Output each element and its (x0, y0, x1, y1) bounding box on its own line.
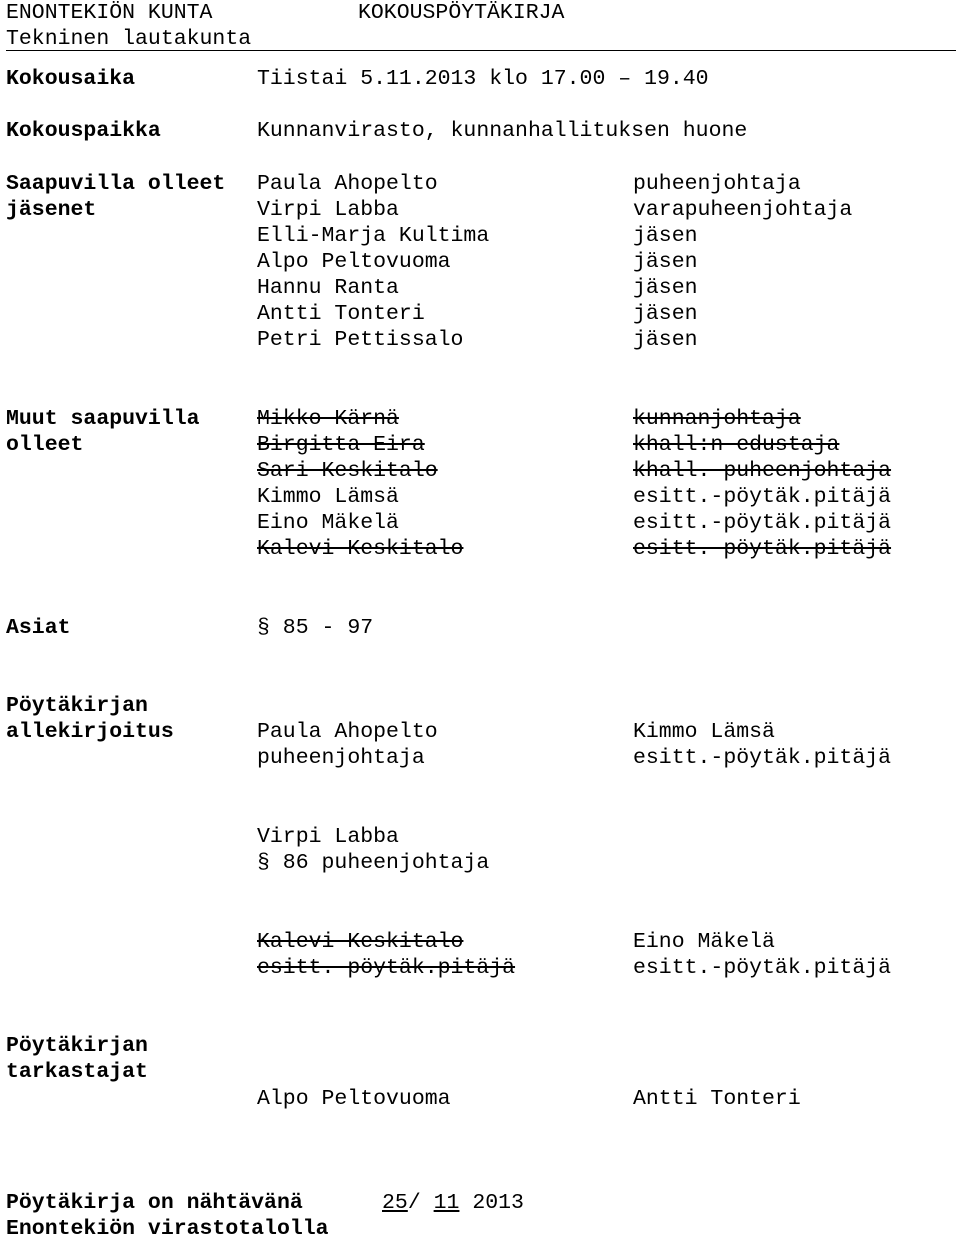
display-month: 11 (433, 1191, 460, 1215)
other-role: esitt.-pöytäk.pitäjä (633, 511, 892, 535)
document-type: KOKOUSPÖYTÄKIRJA (358, 1, 565, 25)
member-name: Paula Ahopelto (257, 172, 438, 196)
signatures-label-cont: allekirjoitus (6, 720, 174, 744)
other-name: Sari Keskitalo (257, 459, 438, 483)
display-label: Pöytäkirja on nähtävänä (6, 1191, 303, 1215)
org-name: ENONTEKIÖN KUNTA (6, 1, 213, 25)
member-role: jäsen (633, 276, 698, 300)
signer-role: § 86 puheenjohtaja (257, 851, 490, 875)
meeting-time-value: Tiistai 5.11.2013 klo 17.00 – 19.40 (257, 67, 709, 91)
member-name: Hannu Ranta (257, 276, 399, 300)
other-name: Birgitta Eira (257, 433, 425, 457)
matters-label: Asiat (6, 616, 71, 640)
member-name: Petri Pettissalo (257, 328, 464, 352)
others-label-cont: olleet (6, 433, 84, 457)
signer-name: Paula Ahopelto (257, 720, 438, 744)
inspectors-label-cont: tarkastajat (6, 1060, 148, 1084)
matters-value: § 85 - 97 (257, 616, 374, 640)
member-role: puheenjohtaja (633, 172, 801, 196)
inspectors-label: Pöytäkirjan (6, 1034, 148, 1058)
board-name: Tekninen lautakunta (6, 27, 252, 51)
member-role: jäsen (633, 302, 698, 326)
other-role: khall. puheenjohtaja (633, 459, 892, 483)
meeting-place-label: Kokouspaikka (6, 119, 161, 143)
signer-name: Kimmo Lämsä (633, 720, 775, 744)
signer-name: Eino Mäkelä (633, 930, 775, 954)
inspector-name: Antti Tonteri (633, 1087, 801, 1111)
other-role: esitt.-pöytäk.pitäjä (633, 537, 892, 561)
other-role: esitt.-pöytäk.pitäjä (633, 485, 892, 509)
member-role: jäsen (633, 250, 698, 274)
other-name: Kalevi Keskitalo (257, 537, 464, 561)
header-divider (6, 50, 956, 51)
display-label-cont: Enontekiön virastotalolla (6, 1217, 329, 1241)
others-label: Muut saapuvilla (6, 407, 200, 431)
other-name: Kimmo Lämsä (257, 485, 399, 509)
members-label: Saapuvilla olleet (6, 172, 226, 196)
other-name: Eino Mäkelä (257, 511, 399, 535)
members-label-cont: jäsenet (6, 198, 97, 222)
inspector-name: Alpo Peltovuoma (257, 1087, 451, 1111)
member-role: jäsen (633, 328, 698, 352)
display-date (382, 1190, 524, 1216)
signer-name: Virpi Labba (257, 825, 399, 849)
display-year: 2013 (472, 1191, 524, 1215)
member-name: Virpi Labba (257, 198, 399, 222)
member-name: Elli-Marja Kultima (257, 224, 490, 248)
display-day: 25 (382, 1191, 408, 1215)
signer-role: esitt.-pöytäk.pitäjä (257, 956, 516, 980)
member-role: jäsen (633, 224, 698, 248)
signer-role: puheenjohtaja (257, 746, 425, 770)
meeting-place-value: Kunnanvirasto, kunnanhallituksen huone (257, 119, 748, 143)
signer-role: esitt.-pöytäk.pitäjä (633, 746, 892, 770)
date-separator: / (407, 1191, 421, 1215)
meeting-time-label: Kokousaika (6, 67, 136, 91)
other-role: khall:n edustaja (633, 433, 840, 457)
member-name: Antti Tonteri (257, 302, 425, 326)
other-role: kunnanjohtaja (633, 407, 801, 431)
other-name: Mikko Kärnä (257, 407, 399, 431)
member-role: varapuheenjohtaja (633, 198, 853, 222)
signer-role: esitt.-pöytäk.pitäjä (633, 956, 892, 980)
member-name: Alpo Peltovuoma (257, 250, 451, 274)
signatures-label: Pöytäkirjan (6, 694, 148, 718)
signer-name: Kalevi Keskitalo (257, 930, 464, 954)
